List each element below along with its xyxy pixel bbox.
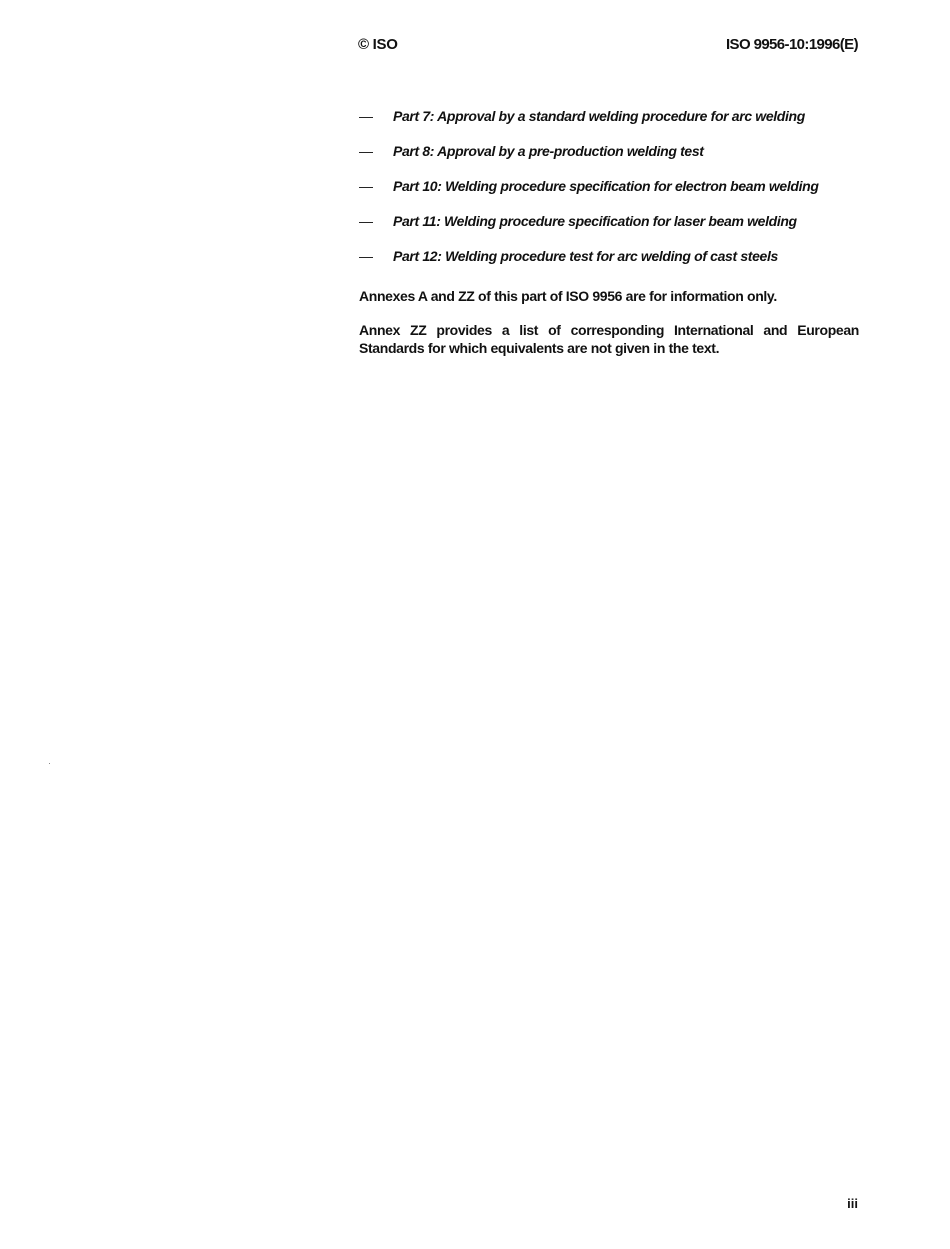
list-item bbox=[359, 143, 859, 178]
list-dash: — bbox=[359, 248, 373, 264]
page-content bbox=[359, 108, 859, 357]
part-title: Part 11: Welding procedure specification for laser beam welding bbox=[393, 213, 797, 229]
list-dash: — bbox=[359, 178, 373, 194]
list-dash: — bbox=[359, 213, 373, 229]
part-title: Part 7: Approval by a standard welding procedure for arc welding bbox=[393, 108, 805, 124]
header-copyright: © ISO bbox=[358, 36, 398, 53]
page-number: iii bbox=[847, 1196, 858, 1211]
annexes-paragraph: Annexes A and ZZ of this part of ISO 9956 are for information only. bbox=[359, 288, 777, 304]
part-title: Part 12: Welding procedure test for arc welding of cast steels bbox=[393, 248, 778, 264]
list-item bbox=[359, 248, 859, 283]
part-title: Part 10: Welding procedure specification for electron beam welding bbox=[393, 178, 819, 194]
annex-zz-paragraph: Annex ZZ provides a list of corresponding International and European Standards for which equivalents are not given in the text. bbox=[359, 322, 859, 356]
list-item bbox=[359, 178, 859, 213]
list-dash: — bbox=[359, 143, 373, 159]
scan-speck bbox=[49, 763, 50, 764]
parts-list bbox=[359, 108, 859, 283]
list-item bbox=[359, 213, 859, 248]
header-standard-number: ISO 9956-10:1996(E) bbox=[725, 36, 858, 53]
list-item bbox=[359, 108, 859, 143]
part-title: Part 8: Approval by a pre-production welding test bbox=[393, 143, 704, 159]
list-dash: — bbox=[359, 108, 373, 124]
